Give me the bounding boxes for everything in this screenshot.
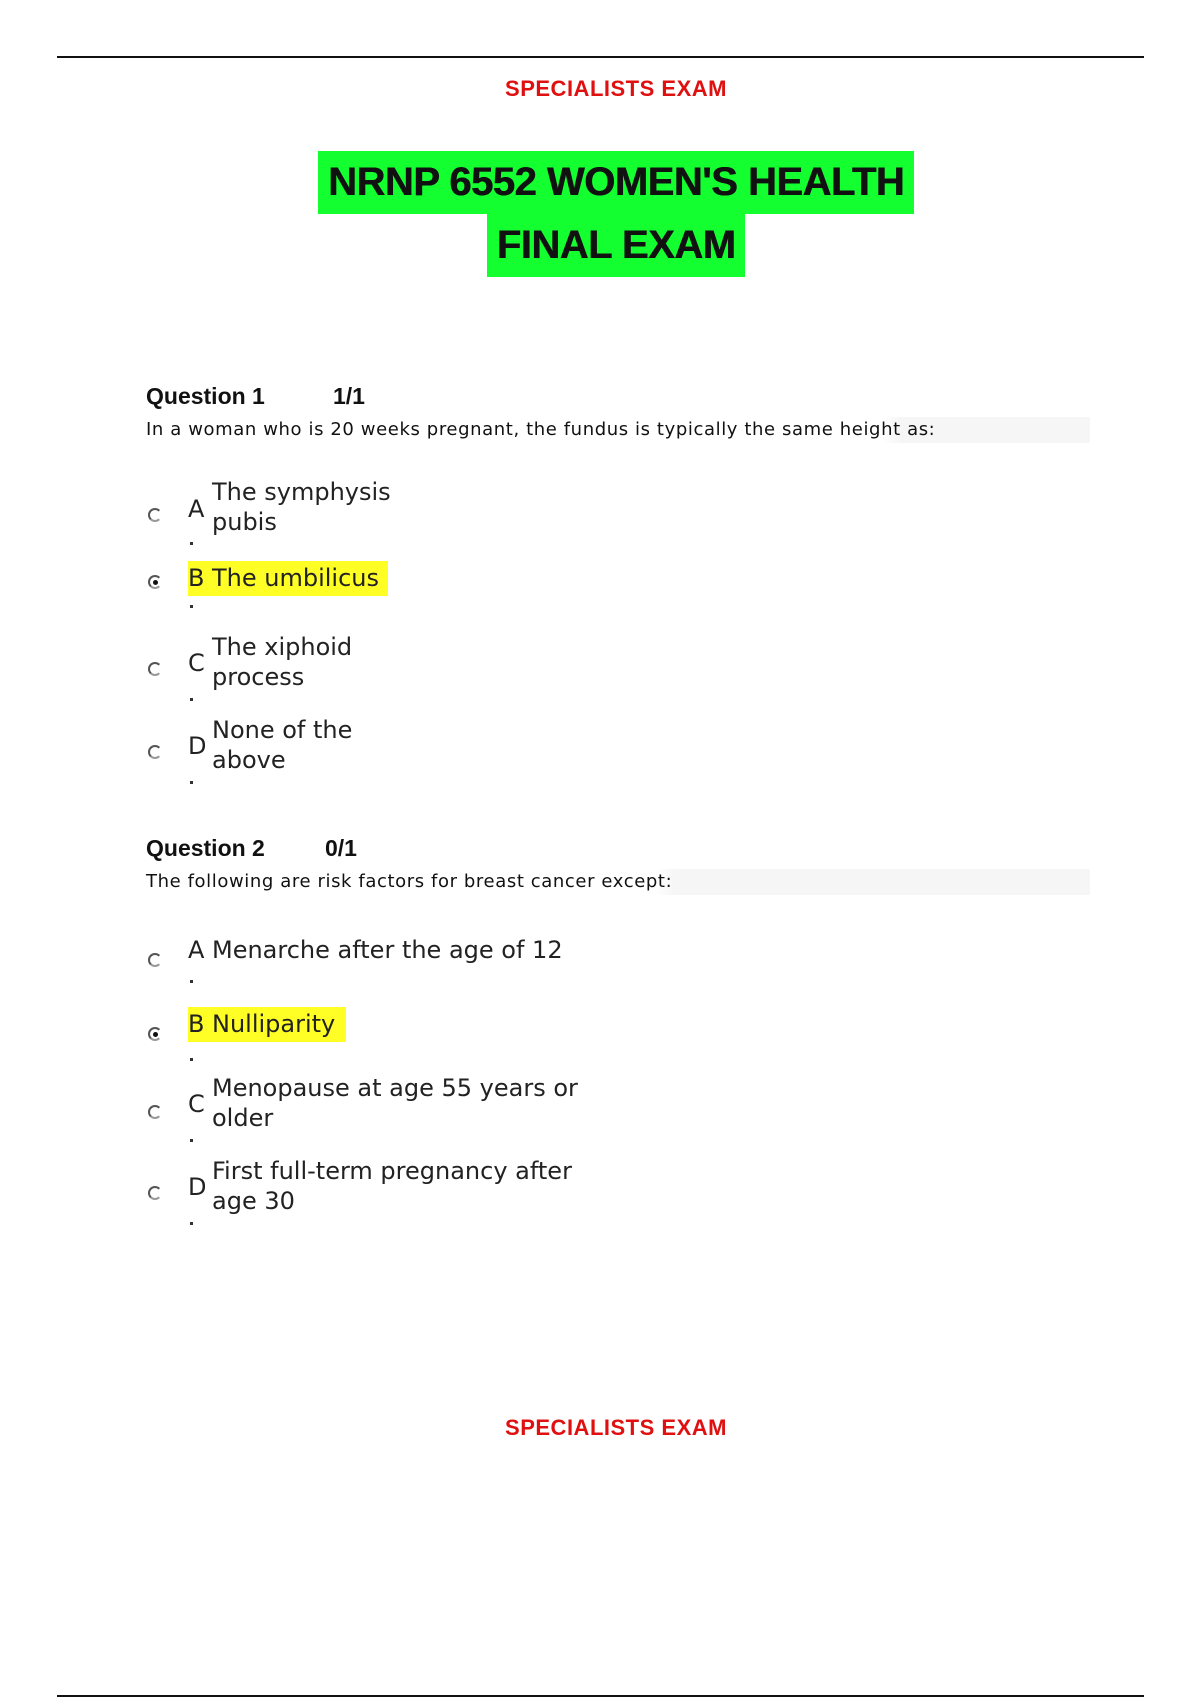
question-label: Question 1 [146, 383, 265, 409]
option-a[interactable] [146, 936, 846, 1006]
title-line-1: NRNP 6552 WOMEN'S HEALTH [318, 151, 914, 214]
radio-selected-dot [153, 580, 158, 585]
option-text: The symphysis pubis [212, 478, 391, 536]
option-text: First full-term pregnancy after age 30 [212, 1157, 572, 1215]
tick-mark [190, 1222, 193, 1225]
option-a[interactable] [146, 477, 846, 547]
option-text: The umbilicus [212, 564, 380, 592]
page-header: SPECIALISTS EXAM [505, 76, 727, 101]
tick-mark [190, 698, 193, 701]
option-text: Menarche after the age of 12 [212, 936, 563, 964]
question-score: 1/1 [333, 383, 365, 409]
bottom-rule [57, 1695, 1144, 1697]
page-footer: SPECIALISTS EXAM [505, 1415, 727, 1440]
option-b[interactable] [146, 1010, 846, 1080]
radio-icon[interactable] [148, 508, 162, 522]
option-letter: C [188, 649, 205, 677]
option-text: None of the above [212, 716, 353, 774]
option-letter: B [188, 564, 205, 592]
option-letter: D [188, 1173, 207, 1201]
question-2 [146, 835, 1090, 1215]
option-letter: C [188, 1090, 205, 1118]
title-line-2: FINAL EXAM [487, 214, 746, 277]
option-d[interactable] [146, 715, 846, 785]
option-text: The xiphoid process [212, 633, 353, 691]
question-header [146, 383, 1090, 415]
option-d[interactable] [146, 1156, 846, 1226]
tick-mark [190, 1058, 193, 1061]
radio-icon[interactable] [148, 745, 162, 759]
option-text: Nulliparity [212, 1010, 336, 1038]
option-c[interactable] [146, 632, 846, 702]
option-text: Menopause at age 55 years or older [212, 1074, 578, 1132]
option-letter: B [188, 1010, 205, 1038]
question-label: Question 2 [146, 835, 265, 861]
option-letter: A [188, 495, 205, 523]
option-b[interactable] [146, 564, 846, 634]
radio-icon[interactable] [148, 1186, 162, 1200]
question-text: In a woman who is 20 weeks pregnant, the fundus is typically the same height as: [146, 417, 1090, 443]
question-text: The following are risk factors for breast cancer except: [146, 869, 1090, 895]
radio-icon[interactable] [148, 1105, 162, 1119]
tick-mark [190, 980, 193, 983]
top-rule [57, 56, 1144, 58]
tick-mark [190, 605, 193, 608]
radio-icon[interactable] [148, 662, 162, 676]
radio-icon[interactable] [148, 575, 162, 589]
option-letter: D [188, 732, 207, 760]
radio-selected-dot [153, 1032, 158, 1037]
question-score: 0/1 [325, 835, 357, 861]
question-1 [146, 383, 1090, 774]
tick-mark [190, 781, 193, 784]
radio-icon[interactable] [148, 953, 162, 967]
option-c[interactable] [146, 1073, 846, 1143]
page-title [0, 151, 1200, 277]
tick-mark [190, 1139, 193, 1142]
tick-mark [190, 542, 193, 545]
option-letter: A [188, 936, 205, 964]
radio-icon[interactable] [148, 1027, 162, 1041]
question-header [146, 835, 1090, 867]
